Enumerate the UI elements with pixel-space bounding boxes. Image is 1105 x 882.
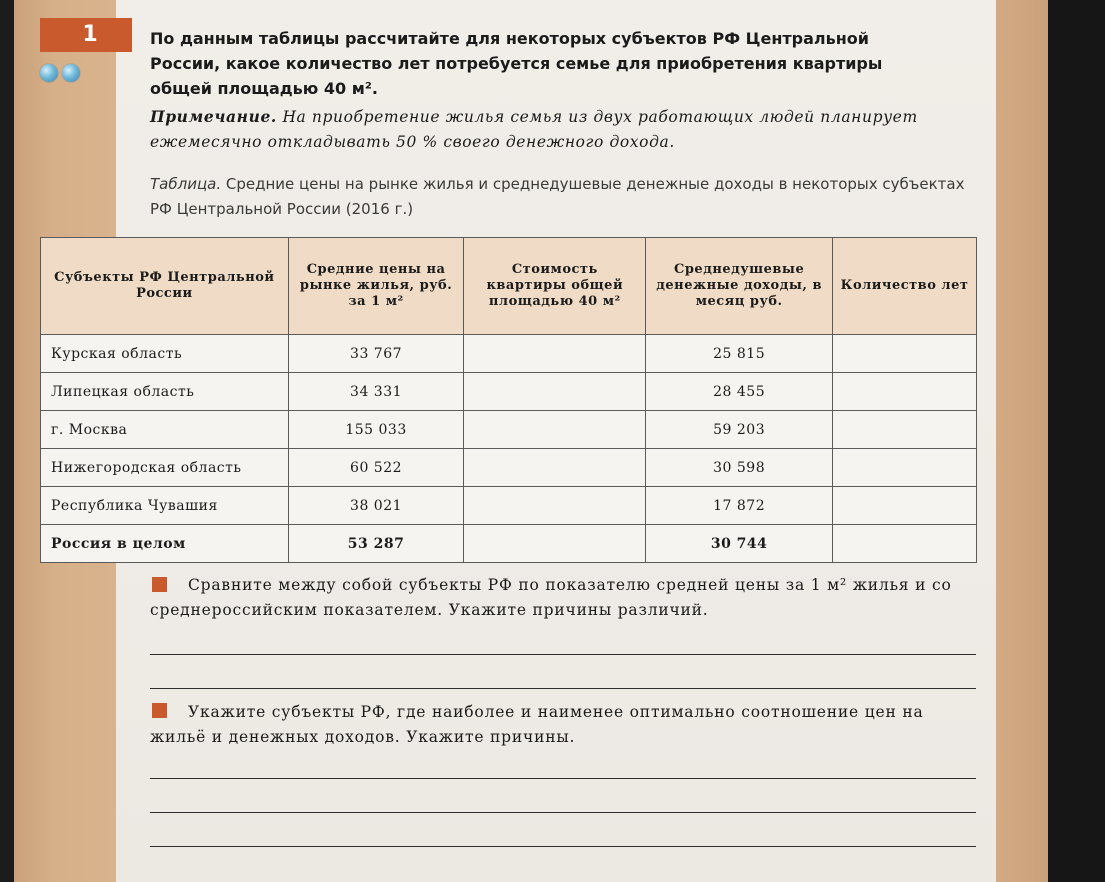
table-row-total (41, 525, 977, 563)
cell-years (833, 373, 977, 411)
table-row (41, 487, 977, 525)
cell-cost (464, 487, 646, 525)
cell-region: Россия в целом (41, 525, 289, 563)
column-header-cost: Стоимость квартиры общей площадью 40 м² (464, 238, 646, 335)
table-caption (150, 172, 980, 222)
table-header-row (41, 238, 977, 335)
answer-line[interactable] (150, 778, 976, 779)
table-caption-text: Средние цены на рынке жилья и среднедушевые денежные доходы в некоторых субъектах РФ Центральной России (2016 г.) (150, 175, 965, 218)
answer-line[interactable] (150, 812, 976, 813)
cell-cost (464, 411, 646, 449)
cell-cost (464, 525, 646, 563)
cell-years (833, 449, 977, 487)
column-header-years: Количество лет (833, 238, 977, 335)
cell-years (833, 335, 977, 373)
cell-income: 28 455 (646, 373, 833, 411)
cell-price: 155 033 (288, 411, 464, 449)
level-dot-icon (40, 64, 58, 82)
answer-line[interactable] (150, 654, 976, 655)
cell-years (833, 525, 977, 563)
difficulty-level-icon (40, 64, 88, 84)
cell-region: Курская область (41, 335, 289, 373)
cell-price: 53 287 (288, 525, 464, 563)
table-row (41, 373, 977, 411)
photo-edge-left (0, 0, 14, 882)
cell-cost (464, 449, 646, 487)
column-header-price: Средние цены на рынке жилья, руб. за 1 м² (288, 238, 464, 335)
cell-cost (464, 373, 646, 411)
table-caption-label: Таблица. (150, 175, 222, 193)
cell-income: 25 815 (646, 335, 833, 373)
task-number-badge: 1 (40, 18, 132, 52)
cell-price: 60 522 (288, 449, 464, 487)
table-row (41, 335, 977, 373)
question-2: Укажите субъекты РФ, где наиболее и наименее оптимально соотношение цен на жильё и денежных доходов. Укажите причины. (150, 703, 924, 746)
photo-edge-right (1048, 0, 1105, 882)
table-row (41, 449, 977, 487)
level-dot-icon (62, 64, 80, 82)
cell-income: 17 872 (646, 487, 833, 525)
cell-income: 30 744 (646, 525, 833, 563)
cell-region: Республика Чувашия (41, 487, 289, 525)
answer-line[interactable] (150, 846, 976, 847)
cell-income: 30 598 (646, 449, 833, 487)
cell-price: 33 767 (288, 335, 464, 373)
table-row (41, 411, 977, 449)
cell-income: 59 203 (646, 411, 833, 449)
question-1: Сравните между собой субъекты РФ по показателю средней цены за 1 м² жилья и со среднероссийским показателем. Укажите причины различий. (150, 576, 952, 619)
cell-region: Нижегородская область (41, 449, 289, 487)
column-header-region: Субъекты РФ Центральной России (41, 238, 289, 335)
cell-price: 38 021 (288, 487, 464, 525)
cell-years (833, 411, 977, 449)
note-label: Примечание. (150, 107, 277, 126)
cell-price: 34 331 (288, 373, 464, 411)
cell-years (833, 487, 977, 525)
data-table (40, 237, 977, 563)
note-text: На приобретение жилья семья из двух работающих людей планирует ежемесячно откладывать 50 % своего денежного дохода. (150, 108, 918, 151)
task-note (150, 104, 980, 155)
column-header-income: Среднедушевые денежные доходы, в месяц руб. (646, 238, 833, 335)
cell-region: г. Москва (41, 411, 289, 449)
answer-line[interactable] (150, 688, 976, 689)
task-statement: По данным таблицы рассчитайте для некоторых субъектов РФ Центральной России, какое количество лет потребуется семье для приобретения квартиры общей площадью 40 м². (150, 29, 883, 98)
cell-cost (464, 335, 646, 373)
page-right-strip (996, 0, 1048, 882)
cell-region: Липецкая область (41, 373, 289, 411)
